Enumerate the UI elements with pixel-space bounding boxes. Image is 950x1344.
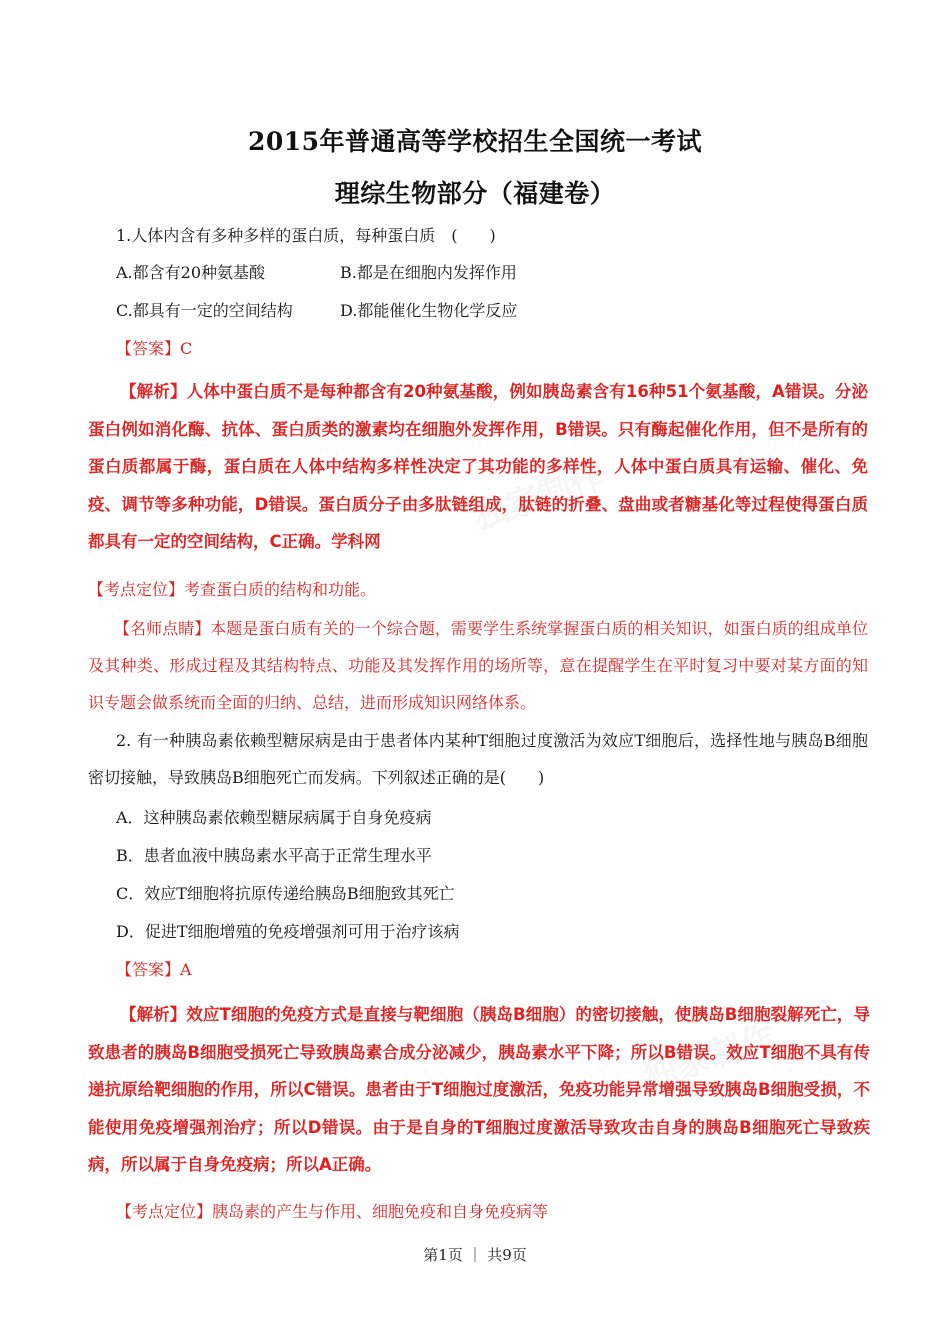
question-2-stem: 2. 有一种胰岛素依赖型糖尿病是由于患者体内某种T细胞过度激活为效应T细胞后，选择性地与胰岛B细胞密切接触，导致胰岛B细胞死亡而发病。下列叙述正确的是( ) [88,731,868,787]
kaodian-tag: 【考点定位】 [88,580,185,599]
question-2-option-c: C．效应T细胞将抗原传递给胰岛B细胞致其死亡 [116,884,455,903]
page-subtitle: 理综生物部分（福建卷） [334,179,616,208]
question-2-option-a: A．这种胰岛素依赖型糖尿病属于自身免疫病 [116,808,432,827]
question-1-option-d: D.都能催化生物化学反应 [340,301,518,320]
question-2-analysis [88,996,870,1184]
question-1-answer [116,339,192,359]
answer-value: A [180,960,192,979]
dianjing-text: 本题是蛋白质有关的一个综合题，需要学生系统掌握蛋白质的相关知识，如蛋白质的组成单位及其种类、形成过程及其结构特点、功能及其发挥作用的场所等，意在提醒学生在平时复习中要对某方面的知识专题会做系统而全面的归纳、总结，进而形成知识网络体系。 [88,619,868,712]
question-1-dianjing [88,610,868,721]
dianjing-tag: 【名师点睛】 [114,619,211,638]
analysis-text: 人体中蛋白质不是每种都含有20种氨基酸，例如胰岛素含有16种51个氨基酸，A错误。分泌蛋白例如消化酶、抗体、蛋白质类的激素均在细胞外发挥作用，B错误。只有酶起催化作用，但不是所有的蛋白质都属于酶，蛋白质在人体中结构多样性决定了其功能的多样性，人体中蛋白质具有运输、催化、免疫、调节等多种功能，D错误。蛋白质分子由多肽链组成，肽链的折叠、盘曲或者糖基化等过程使得蛋白质都具有一定的空间结构，C正确。学科网 [88,382,869,551]
question-1-kaodian [88,580,376,600]
answer-value: C [180,339,193,358]
question-1-option-c: C.都具有一定的空间结构 [116,301,293,320]
watermark: 独家制作 [468,457,610,538]
question-1-option-a: A.都含有20种氨基酸 [116,263,266,282]
analysis-tag: 【解析】 [120,1005,187,1024]
question-2-kaodian [116,1202,548,1222]
watermark: 独家制作 [638,1017,780,1098]
question-1-option-b: B.都是在细胞内发挥作用 [340,263,517,282]
analysis-text: 效应T细胞的免疫方式是直接与靶细胞（胰岛B细胞）的密切接触，使胰岛B细胞裂解死亡，导致患者的胰岛B细胞受损死亡导致胰岛素合成分泌减少，胰岛素水平下降；所以B错误。效应T细胞不具有传递抗原给靶细胞的作用，所以C错误。患者由于T细胞过度激活，免疫功能异常增强导致胰岛B细胞受损，不能使用免疫增强剂治疗；所以D错误。由于是自身的T细胞过度激活导致攻击自身的胰岛B细胞死亡导致疾病，所以属于自身免疫病；所以A正确。 [88,1005,870,1174]
question-2-option-d: D．促进T细胞增殖的免疫增强剂可用于治疗该病 [116,922,460,941]
kaodian-tag: 【考点定位】 [116,1202,213,1221]
answer-tag: 【答案】 [116,960,181,979]
kaodian-text: 考查蛋白质的结构和功能。 [184,580,377,599]
analysis-tag: 【解析】 [120,382,187,401]
page-footer: 第1页 ｜ 共9页 [423,1246,527,1264]
kaodian-text: 胰岛素的产生与作用、细胞免疫和自身免疫病等 [212,1202,549,1221]
question-2-answer [116,960,192,980]
page-title: 2015年普通高等学校招生全国统一考试 [247,127,703,156]
question-2-option-b: B．患者血液中胰岛素水平高于正常生理水平 [116,846,432,865]
question-1-analysis [88,373,868,561]
question-1-stem: 1.人体内含有多种多样的蛋白质，每种蛋白质 ( ) [116,226,496,245]
answer-tag: 【答案】 [116,339,181,358]
